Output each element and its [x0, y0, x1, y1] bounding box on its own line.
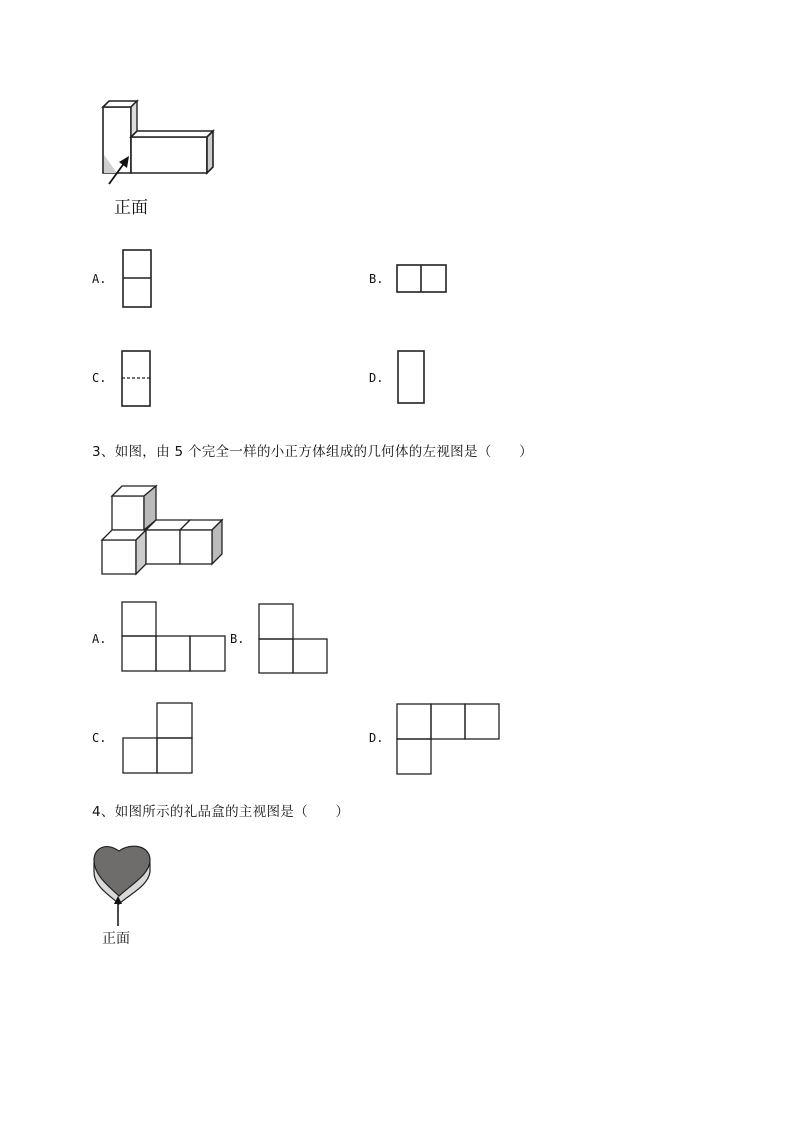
q2-option-a-label[interactable]: A. [92, 272, 107, 286]
q3-question-text: 3、如图，由 5 个完全一样的小正方体组成的几何体的左视图是（ ） [92, 444, 533, 460]
q3-option-c-figure[interactable] [122, 702, 196, 776]
q2-option-a-figure[interactable] [122, 249, 154, 309]
q3-option-c-label[interactable]: C. [92, 731, 107, 745]
q2-front-caption: 正面 [114, 198, 148, 218]
q3-option-a-figure[interactable] [121, 601, 229, 673]
q2-option-c-figure[interactable] [121, 350, 153, 408]
q3-cube-figure [100, 484, 226, 578]
front-arrow-up-icon [112, 896, 124, 928]
q2-option-c-label[interactable]: C. [92, 371, 107, 385]
front-arrow-icon [103, 152, 133, 188]
q4-front-caption: 正面 [102, 931, 130, 947]
q3-option-b-label[interactable]: B. [230, 632, 245, 646]
q2-option-d-label[interactable]: D. [369, 371, 384, 385]
q2-option-b-label[interactable]: B. [369, 272, 384, 286]
q3-option-b-figure[interactable] [258, 603, 330, 675]
five-cubes-drawing [100, 484, 226, 578]
q4-question-text: 4、如图所示的礼品盒的主视图是（ ） [92, 804, 350, 820]
q3-option-a-label[interactable]: A. [92, 632, 107, 646]
q2-option-d-figure[interactable] [397, 350, 427, 406]
q3-option-d-label[interactable]: D. [369, 731, 384, 745]
q2-option-b-figure[interactable] [396, 264, 448, 294]
q3-option-d-figure[interactable] [396, 703, 502, 777]
